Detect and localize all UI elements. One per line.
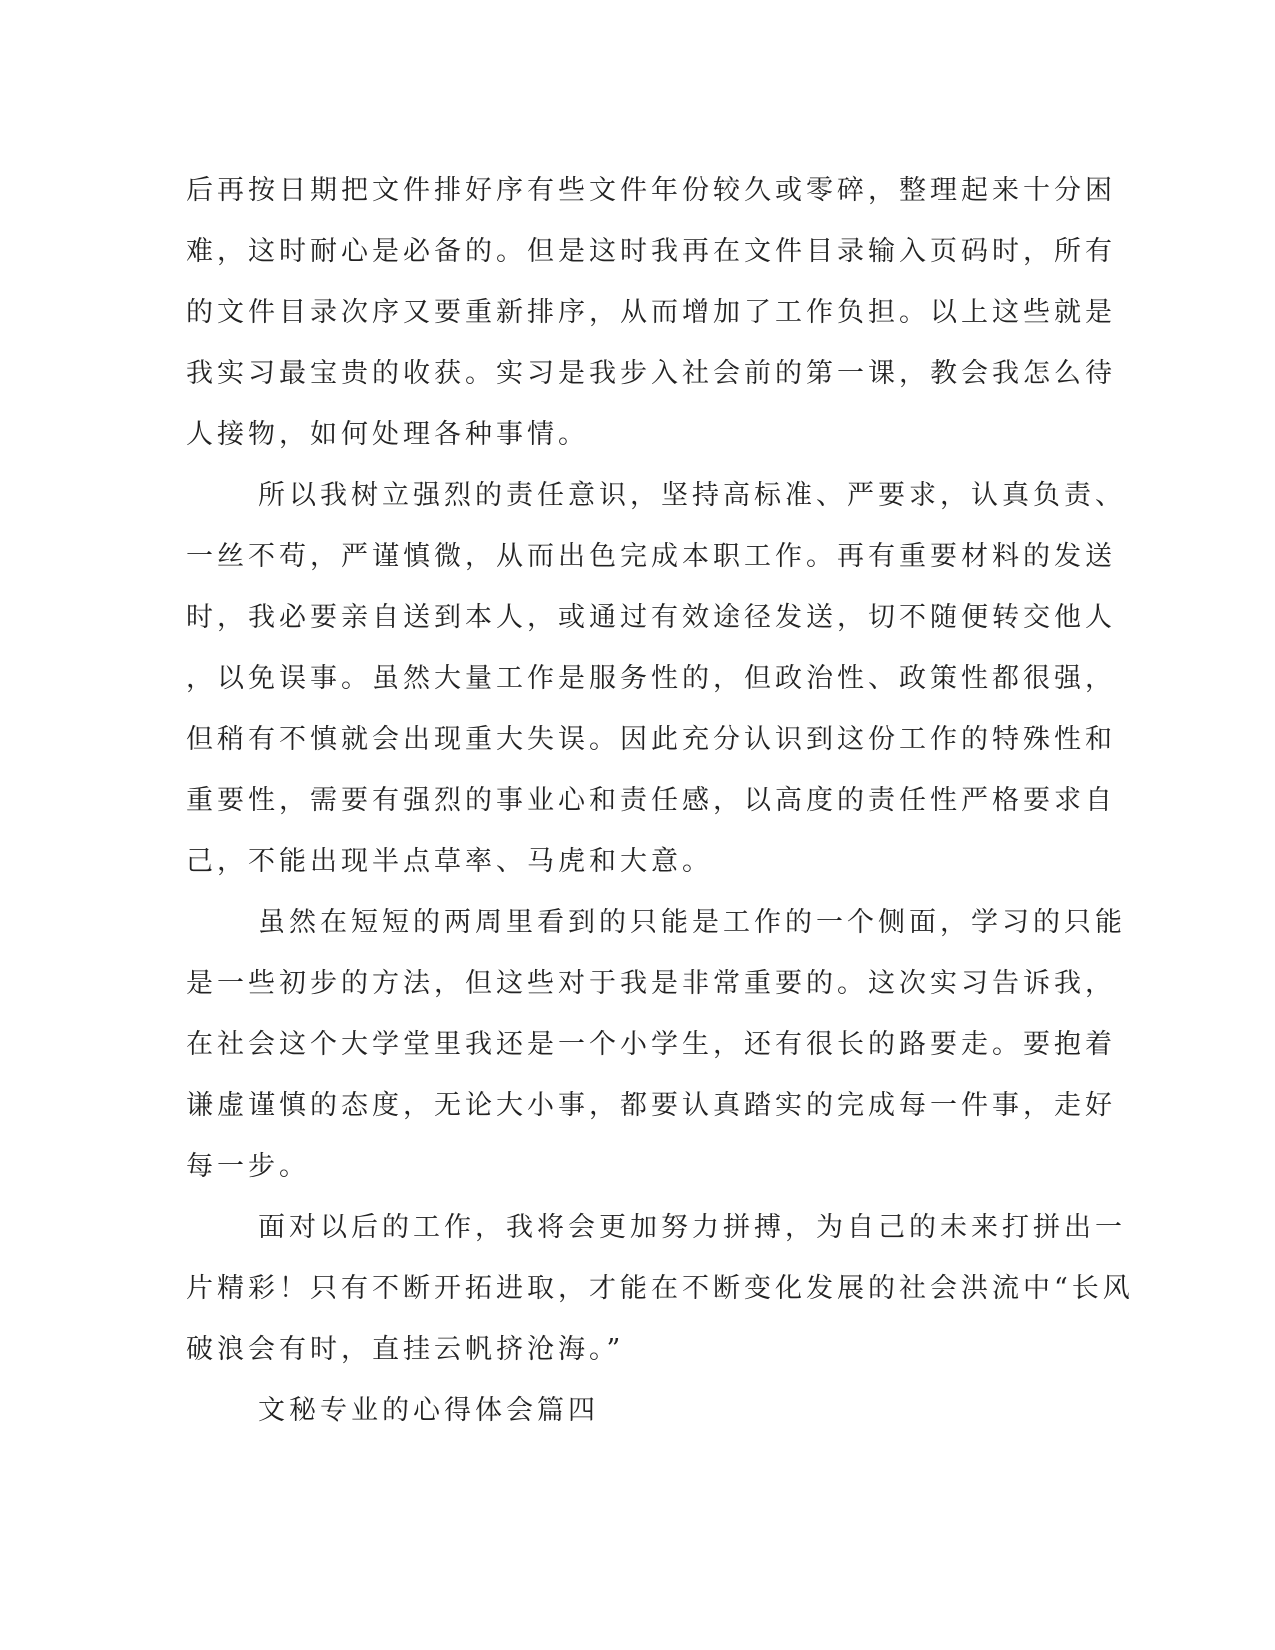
text-line: 时，我必要亲自送到本人，或通过有效途径发送，切不随便转交他人 <box>186 602 1116 633</box>
text-line: 破浪会有时，直挂云帆挤沧海。” <box>186 1334 625 1365</box>
text-line: 人接物，如何处理各种事情。 <box>186 419 589 450</box>
text-line: 重要性，需要有强烈的事业心和责任感，以高度的责任性严格要求自 <box>186 785 1116 816</box>
text-line: 在社会这个大学堂里我还是一个小学生，还有很长的路要走。要抱着 <box>186 1029 1116 1060</box>
text-line: 是一些初步的方法，但这些对于我是非常重要的。这次实习告诉我， <box>186 968 1116 999</box>
section-heading: 文秘专业的心得体会篇四 <box>258 1395 599 1426</box>
text-line: 片精彩！只有不断开拓进取，才能在不断变化发展的社会洪流中“长风 <box>186 1273 1134 1304</box>
document-body <box>186 160 1134 1441</box>
text-line: 后再按日期把文件排好序有些文件年份较久或零碎，整理起来十分困 <box>186 175 1116 206</box>
text-line: 我实习最宝贵的收获。实习是我步入社会前的第一课，教会我怎么待 <box>186 358 1116 389</box>
text-line: 一丝不苟，严谨慎微，从而出色完成本职工作。再有重要材料的发送 <box>186 541 1116 572</box>
text-line: 己，不能出现半点草率、马虎和大意。 <box>186 846 713 877</box>
text-line: ，以免误事。虽然大量工作是服务性的，但政治性、政策性都很强， <box>186 663 1116 694</box>
text-line: 谦虚谨慎的态度，无论大小事，都要认真踏实的完成每一件事，走好 <box>186 1090 1116 1121</box>
paragraph-start-line: 虽然在短短的两周里看到的只能是工作的一个侧面，学习的只能 <box>258 907 1126 938</box>
text-line: 但稍有不慎就会出现重大失误。因此充分认识到这份工作的特殊性和 <box>186 724 1116 755</box>
text-line: 每一步。 <box>186 1151 310 1182</box>
paragraph-start-line: 面对以后的工作，我将会更加努力拼搏，为自己的未来打拼出一 <box>258 1212 1126 1243</box>
paragraph-start-line: 所以我树立强烈的责任意识，坚持高标准、严要求，认真负责、 <box>258 480 1126 511</box>
text-line: 的文件目录次序又要重新排序，从而增加了工作负担。以上这些就是 <box>186 297 1116 328</box>
text-line: 难，这时耐心是必备的。但是这时我再在文件目录输入页码时，所有 <box>186 236 1116 267</box>
